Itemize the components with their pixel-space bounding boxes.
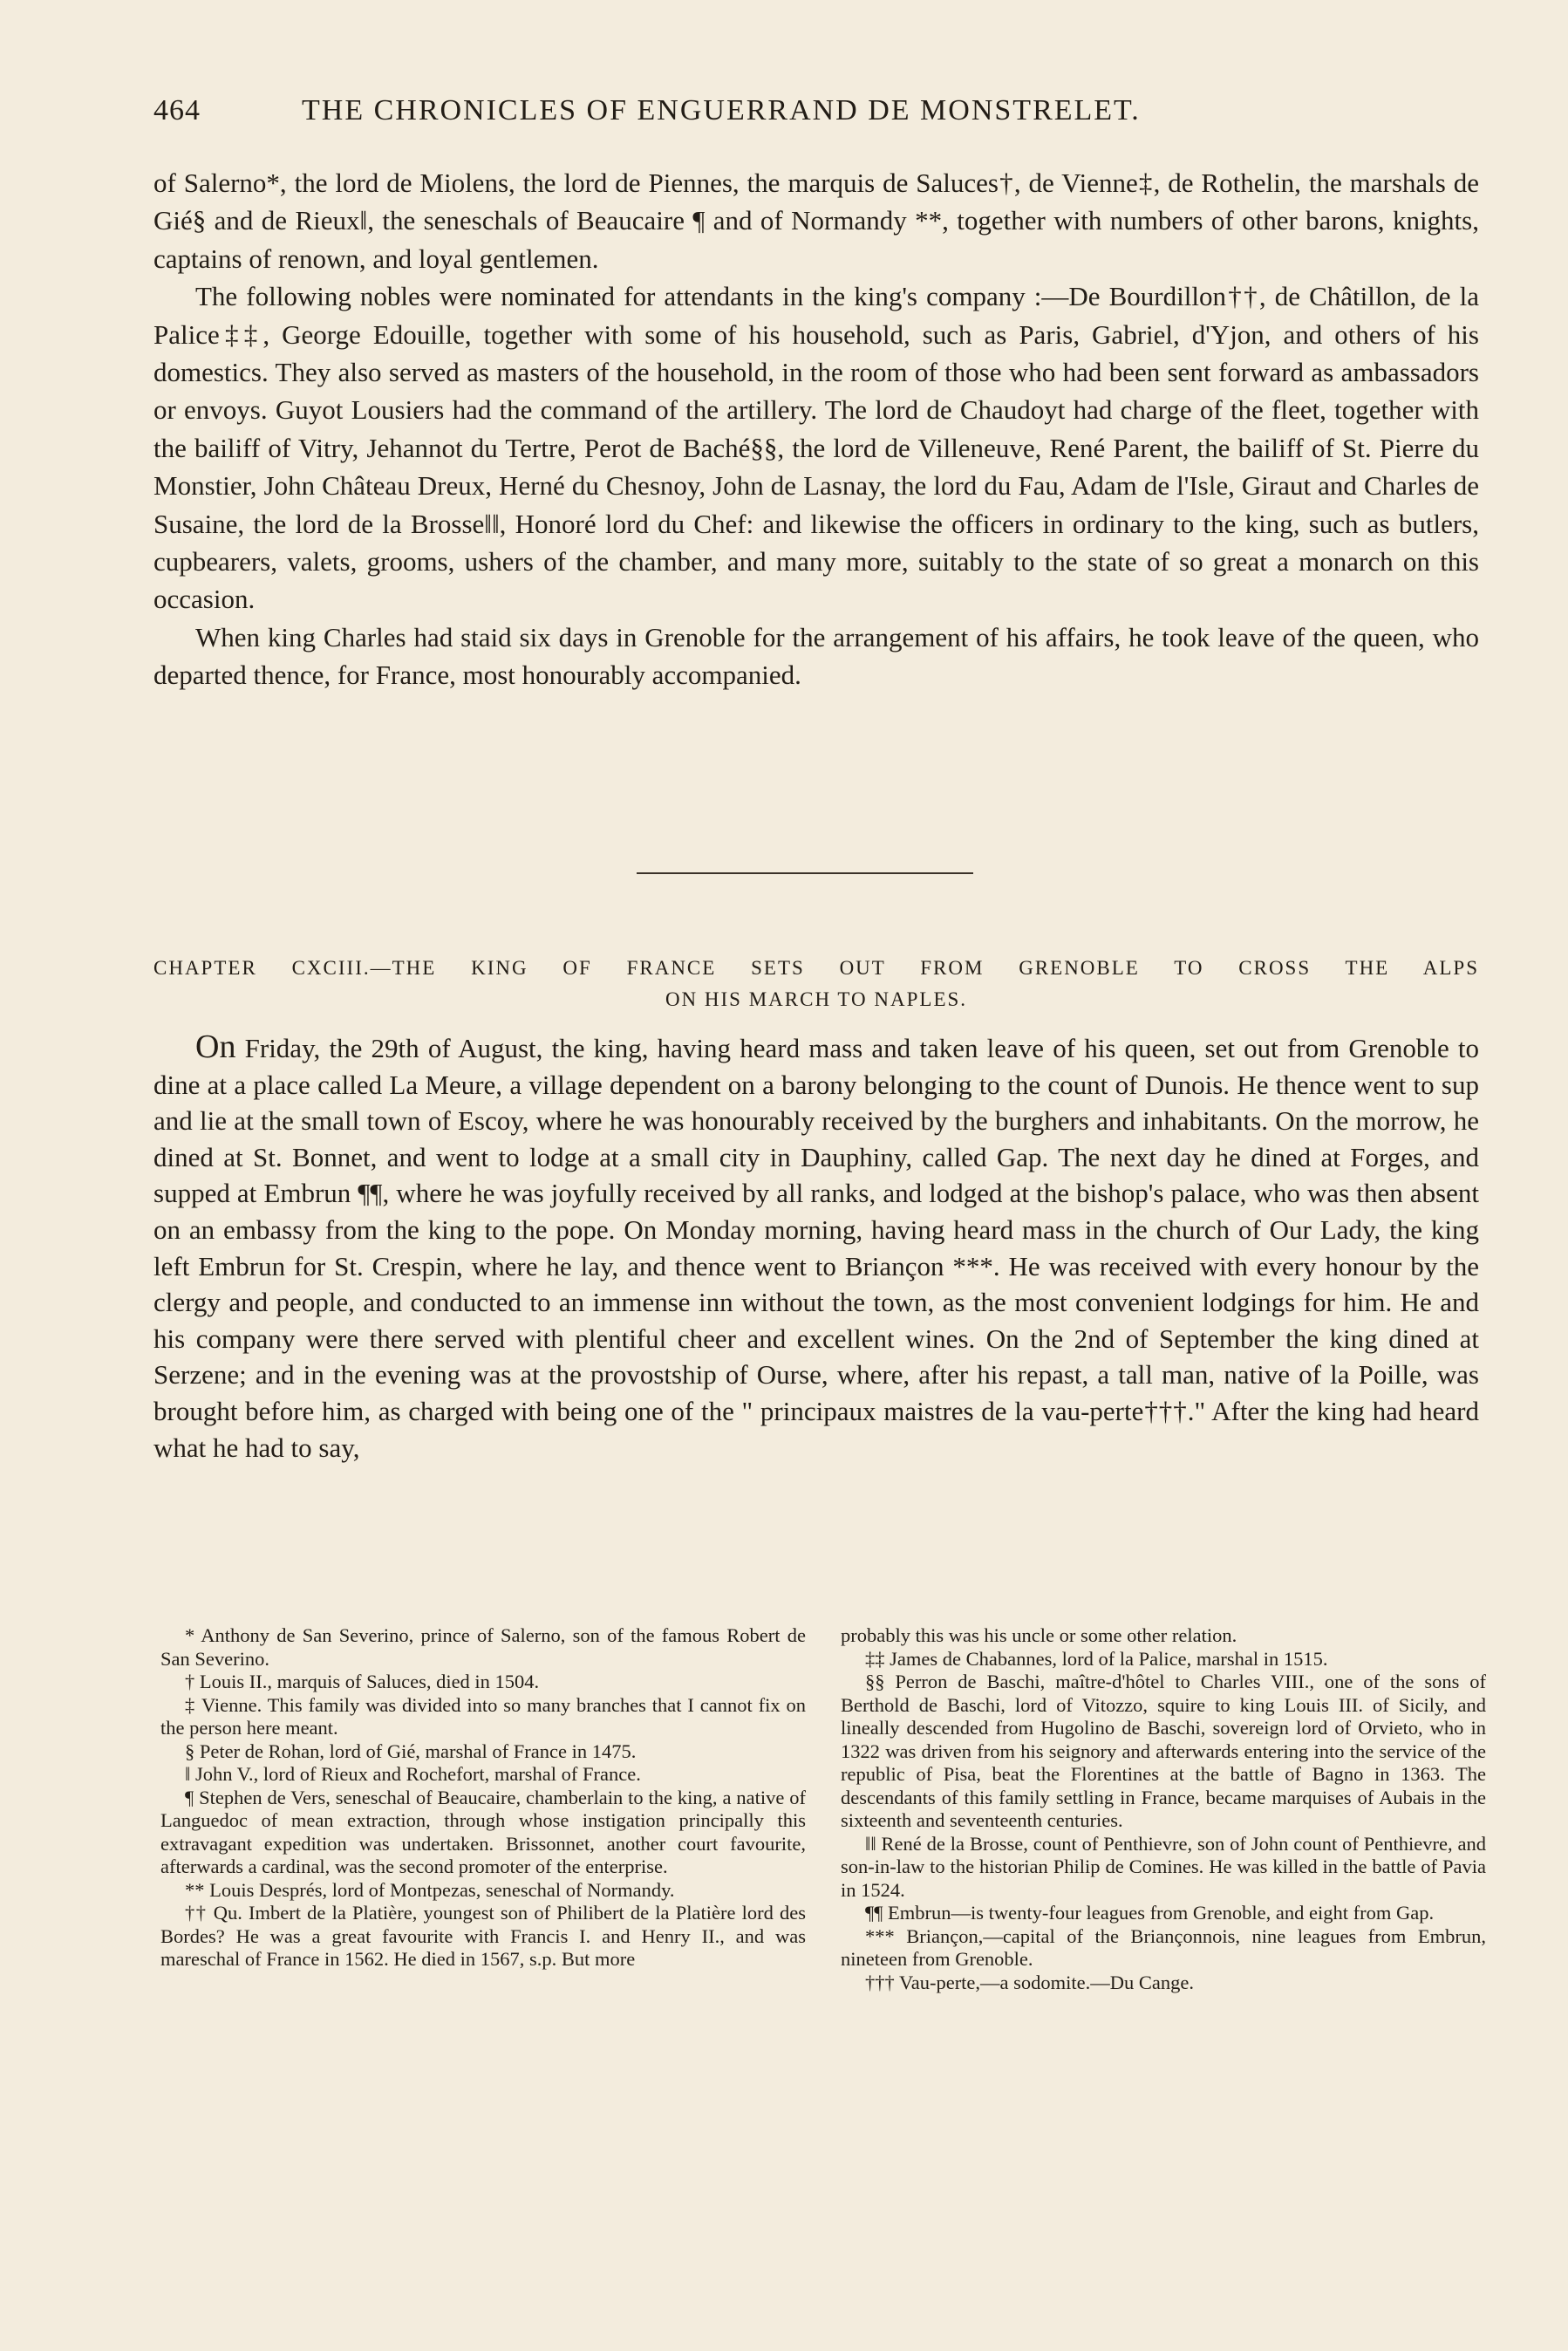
footnote: ¶¶ Embrun—is twenty-four leagues from Grenoble, and eight from Gap.	[865, 1902, 1435, 1924]
section-divider	[637, 872, 973, 874]
running-head: THE CHRONICLES OF ENGUERRAND DE MONSTRELET.	[302, 94, 1141, 126]
footnote: †† Qu. Imbert de la Platière, youngest son of Philibert de la Platière lord des Bordes? He was a great favourite with Francis I. and Henry II., and was mareschal of France in 1562. He died in 1567, s.p. But more	[160, 1902, 806, 1970]
chapter-text: Friday, the 29th of August, the king, having heard mass and taken leave of his queen, set out from Grenoble to dine at a place called La Meure, a village dependent on a barony belonging to the count of Dunois. He thence went to sup and lie at the small town of Escoy, where he was honourably received by the burghers and inhabitants. On the morrow, he dined at St. Bonnet, and went to lodge at a small city in Dauphiny, called Gap. The next day he dined at Forges, and supped at Embrun ¶¶, where he was joyfully received by all ranks, and lodged at the bishop's palace, who was then absent on an embassy from the king to the pope. On Monday morning, having heard mass in the church of Our Lady, the king left Embrun for St. Crespin, where he lay, and thence went to Briançon ***. He was received with every honour by the clergy and people, and conducted to an immense inn without the town, as the most convenient lodgings for him. He and his company were there served with plentiful cheer and excellent wines. On the 2nd of September the king dined at Serzene; and in the evening was at the provostship of Ourse, where, after his repast, a tall man, native of la Poille, was brought before him, as charged with being one of the " principaux maistres de la vau-perte†††." After the king had heard what he had to say,	[153, 1033, 1479, 1463]
footnote: ‡ Vienne. This family was divided into so many branches that I cannot fix on the person here meant.	[160, 1693, 806, 1739]
footnote: *** Briançon,—capital of the Briançonnois, nine leagues from Embrun, nineteen from Grenoble.	[841, 1924, 1486, 1970]
paragraph-attendants: The following nobles were nominated for attendants in the king's company :—De Bourdillon††, de Châtillon, de la Palice‡‡, George Edouille, together with some of his household, such as Paris, Gabriel, d'Yjon, and others of his domestics. They also served as masters of the household, in the room of those who had been sent forward as ambassadors or envoys. Guyot Lousiers had the command of the artillery. The lord de Chaudoyt had charge of the fleet, together with the bailiff of Vitry, Jehannot du Tertre, Perot de Baché§§, the lord de Villeneuve, René Parent, the bailiff of St. Pierre du Monstier, John Château Dreux, Herné du Chesnoy, John de Lasnay, the lord du Fau, Adam de l'Isle, Giraut and Charles de Susaine, the lord de la Brosse‖‖, Honoré lord du Chef: and likewise the officers in ordinary to the king, such as butlers, cupbearers, valets, grooms, ushers of the chamber, and many more, suitably to the state of so great a monarch on this occasion.	[153, 281, 1479, 615]
drop-cap: On	[195, 1029, 236, 1065]
page-header	[153, 94, 1479, 134]
chapter-paragraph	[153, 1029, 1479, 1466]
footnote: §§ Perron de Baschi, maître-d'hôtel to Charles VIII., one of the sons of Berthold de Baschi, lord of Vitozzo, squire to king Louis III. of Sicily, and lineally descended from Hugolino de Baschi, sovereign lord of Orvieto, who in 1322 was driven from his seignory and afterwards entering into the service of the republic of Pisa, beat the Florentines at the battle of Bagno in 1363. The descendants of this family settling in France, became marquises of Aubais in the sixteenth and seventeenth centuries.	[841, 1671, 1486, 1831]
footnote: * Anthony de San Severino, prince of Salerno, son of the famous Robert de San Severino.	[160, 1624, 806, 1670]
chapter-heading-line-2: ON HIS MARCH TO NAPLES.	[665, 988, 968, 1010]
footnote: § Peter de Rohan, lord of Gié, marshal of France in 1475.	[185, 1739, 637, 1762]
footnote: ††† Vau-perte,—a sodomite.—Du Cange.	[865, 1971, 1195, 1993]
page-number: 464	[153, 94, 201, 126]
footnote: ¶ Stephen de Vers, seneschal of Beaucaire, chamberlain to the king, a native of Languedoc of mean extraction, through whose instigation principally this extravagant expedition was undertaken. Brissonnet, another court favourite, afterwards a cardinal, was the second promoter of the enterprise.	[160, 1786, 806, 1877]
footnote-continuation: probably this was his uncle or some other relation.	[841, 1624, 1237, 1646]
footnotes-left-column	[160, 1624, 806, 1994]
chapter-heading-line-1: CHAPTER CXCIII.—THE KING OF FRANCE SETS OUT FROM GRENOBLE TO CROSS THE ALPS	[153, 957, 1479, 979]
chapter-body	[153, 1029, 1479, 1466]
paragraph-continuation: of Salerno*, the lord de Miolens, the lord de Piennes, the marquis de Saluces†, de Vienne‡, de Rothelin, the marshals de Gié§ and de Rieux‖, the seneschals of Beaucaire ¶ and of Normandy **, together with numbers of other barons, knights, captains of renown, and loyal gentlemen.	[153, 167, 1479, 274]
chapter-heading	[153, 953, 1479, 1015]
footnotes-right-column	[841, 1624, 1486, 1994]
footnote: ‖ John V., lord of Rieux and Rochefort, marshal of France.	[185, 1763, 641, 1785]
footnote: † Louis II., marquis of Saluces, died in 1504.	[185, 1671, 540, 1692]
footnote: ** Louis Després, lord of Montpezas, seneschal of Normandy.	[185, 1878, 675, 1901]
body-text	[153, 164, 1479, 694]
footnotes	[160, 1624, 1486, 1994]
footnote: ‡‡ James de Chabannes, lord of la Palice, marshal in 1515.	[865, 1647, 1328, 1670]
footnote: ‖‖ René de la Brosse, count of Penthievre, son of John count of Penthievre, and son-in-law to the historian Philip de Comines. He was killed in the battle of Pavia in 1524.	[841, 1832, 1486, 1901]
paragraph-departure: When king Charles had staid six days in Grenoble for the arrangement of his affairs, he took leave of the queen, who departed thence, for France, most honourably accompanied.	[153, 621, 1479, 691]
